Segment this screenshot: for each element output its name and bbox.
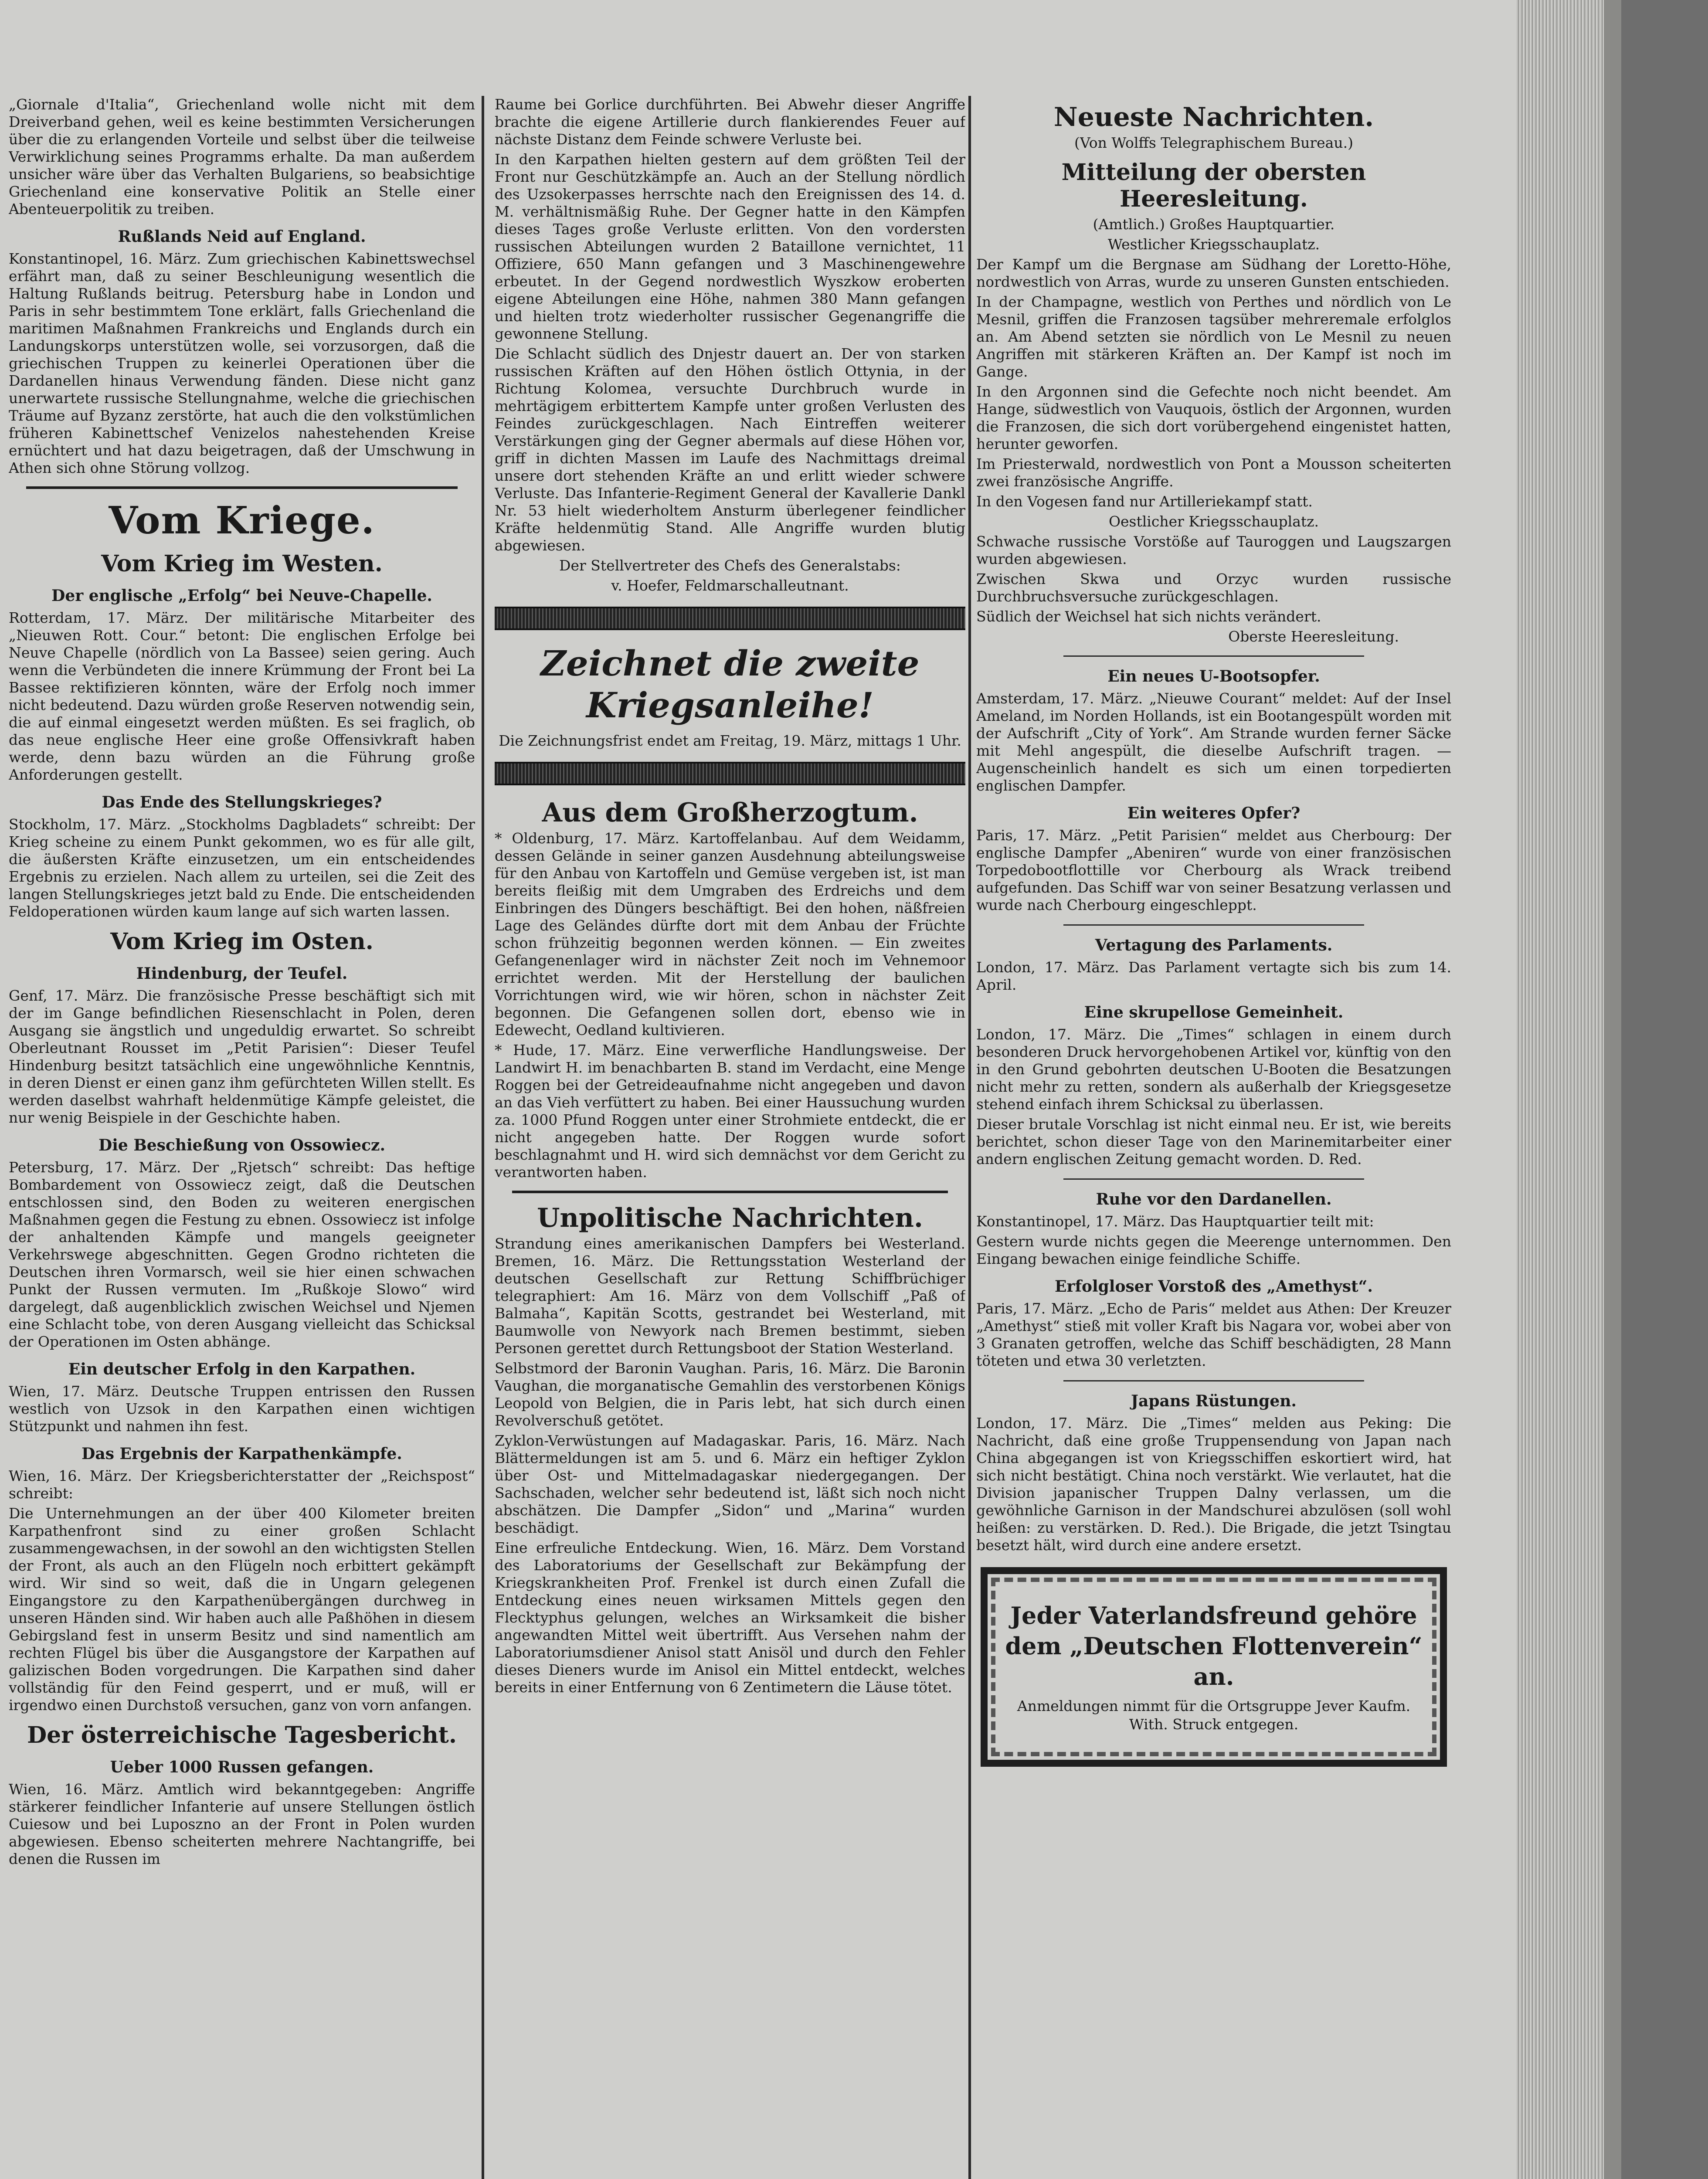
article-body: [495, 1235, 965, 1696]
paragraph: Stockholm, 17. März. „Stockholms Dagbladets“ schreibt: Der Krieg scheine zu einem Punkt gekommen, wo es für alle gilt, die äußersten Kräfte einzusetzen, um ein entscheidendes Ergebnis zu erzielen. Nach allem zu urteilen, sei die Zeit des langen Stellungskrieges jetzt bald zu Ende. Die entscheidenden Feldoperationen würden kaum lange auf sich warten lassen.: [9, 816, 475, 920]
paragraph: London, 17. März. Die „Times“ schlagen in einem durch besonderen Druck hervorgehobenen Artikel vor, künftig von den in den Grund gebohrten deutschen U-Booten die Besatzungen nicht mehr zu retten, sondern als außerhalb der Kriegsgesetze stehend einfach ihrem Schicksal zu überlassen.: [976, 1026, 1451, 1113]
article-heading: Hindenburg, der Teufel.: [136, 964, 348, 983]
article-heading: Ein neues U-Bootsopfer.: [1107, 667, 1320, 686]
paragraph: Eine erfreuliche Entdeckung. Wien, 16. März. Dem Vorstand des Laboratoriums der Gesellschaft zur Bekämpfung der Kriegskrankheiten Prof. Frenkel ist durch einen Zufall die Entdeckung eines neuen wirksamen Mittels gegen den Flecktyphus gelungen, welches an Wirksamkeit die bisher angewandten Mittel weit übertrifft. Aus Versehen nahm der Laboratoriumsdiener Anisol statt Anisöl und durch den Fehler dieses Dieners wurde im Anisol ein Mittel entdeckt, welches bereits in einer Entfernung von 6 Zentimetern die Läuse tötet.: [495, 1539, 965, 1696]
paragraph: Im Priesterwald, nordwestlich von Pont a Mousson scheiterten zwei französische Angriffe.: [976, 455, 1451, 490]
decorative-band: [495, 607, 965, 630]
section-divider: [512, 1191, 948, 1193]
paragraph: London, 17. März. Das Parlament vertagte sich bis zum 14. April.: [976, 959, 1451, 993]
article-heading: Ueber 1000 Russen gefangen.: [110, 1758, 374, 1776]
article-heading: Ein deutscher Erfolg in den Karpathen.: [68, 1360, 416, 1378]
flottenverein-advertisement: [981, 1567, 1447, 1767]
paragraph: In den Vogesen fand nur Artilleriekampf statt.: [976, 493, 1313, 510]
article-body: [976, 533, 1451, 625]
section-divider: [26, 486, 458, 489]
article-body: [976, 256, 1451, 510]
war-loan-appeal: Zeichnet die zweite Kriegsanleihe!: [540, 643, 920, 726]
paragraph: London, 17. März. Die „Times“ melden aus Peking: Die Nachricht, daß eine große Truppensendung von Japan nach China abgegangen ist von Kriegsschiffen eskortiert wird, hat sich nicht bestätigt. China noch verstärkt. Wie verlautet, hat die Division japanischer Truppen Dalny verlassen, um die gewöhnliche Garnison in der Mandschurei abzulösen (soll wohl heißen: zu verstärken. D. Red.). Die Brigade, die jetzt Tsingtau besetzt hält, wird durch eine andere ersetzt.: [976, 1415, 1451, 1554]
article-body: [976, 1213, 1451, 1268]
article-heading: Der englische „Erfolg“ bei Neuve-Chapelle.: [51, 587, 432, 605]
paragraph: Zwischen Skwa und Orzyc wurden russische Durchbruchsversuche zurückgeschlagen.: [976, 570, 1451, 605]
paragraph: * Hude, 17. März. Eine verwerfliche Handlungsweise. Der Landwirt H. im benachbarten B. stand im Verdacht, eine Menge Roggen bei der Getreideaufnahme nicht angegeben und davon an das Vieh verfüttert zu haben. Bei einer Haussuchung wurden za. 1000 Pfund Roggen unter einer Strohmiete entdeckt, die er nicht angegeben hatte. Der Roggen wurde sofort beschlagnahmt und H. wird sich demnächst vor dem Gericht zu verantworten haben.: [495, 1042, 965, 1181]
article-body: [976, 1300, 1451, 1370]
section-heading: Unpolitische Nachrichten.: [537, 1203, 923, 1233]
article-body: [9, 609, 475, 784]
section-divider: [1063, 1380, 1364, 1381]
article-body: [9, 250, 475, 477]
paragraph: Die Schlacht südlich des Dnjestr dauert an. Der von starken russischen Kräften auf den Höhen östlich Ottynia, in der Richtung Kolomea, versuchte Durchbruch wurde in mehrtägigem erbittertem Kampfe unter großen Verlusten des Feindes zurückgeschlagen. Nach Eintreffen weiterer Verstärkungen ging der Gegner abermals auf diese Höhen vor, griff in dichten Massen im Laufe des Nachmittags dreimal unsere dort stehenden Kräfte an und erlitt wieder schwere Verluste. Das Infanterie-Regiment General der Kavallerie Dankl Nr. 53 hielt wiederholtem Ansturm überlegener feindlicher Kräfte heldenmütig Stand. Alle Angriffe wurden blutig abgewiesen.: [495, 345, 965, 554]
section-heading: Der österreichische Tagesbericht.: [27, 1722, 457, 1748]
article-heading: Das Ende des Stellungskrieges?: [102, 793, 382, 811]
article-heading: Erfolgloser Vorstoß des „Amethyst“.: [1055, 1277, 1373, 1296]
article-heading: Eine skrupellose Gemeinheit.: [1084, 1003, 1344, 1022]
section-heading: Neueste Nachrichten.: [1053, 102, 1374, 132]
page-section-title: Vom Kriege.: [109, 499, 375, 543]
paragraph: Amsterdam, 17. März. „Nieuwe Courant“ meldet: Auf der Insel Ameland, im Norden Hollands, ist ein Bootangespült worden mit der Aufschrift „City of York“. Am Strande wurden ferner Säcke mit Mehl angespült, die dieselbe Aufschrift tragen. — Augenscheinlich handelt es sich um einen torpedierten englischen Dampfer.: [976, 690, 1451, 794]
signature-line: Der Stellvertreter des Chefs des Generalstabs:: [559, 557, 901, 574]
paragraph: Paris, 17. März. „Echo de Paris“ meldet aus Athen: Der Kreuzer „Amethyst“ stieß mit voller Kraft bis Nagara vor, wobei aber von 3 Granaten getroffen, welche das Schiff beschädigten, 28 Mann töteten und etwa 30 verletzten.: [976, 1300, 1451, 1369]
section-heading: Rußlands Neid auf England.: [118, 227, 366, 246]
war-loan-deadline: Die Zeichnungsfrist endet am Freitag, 19. März, mittags 1 Uhr.: [499, 732, 961, 749]
section-subheading: (Von Wolffs Telegraphischem Bureau.): [1074, 134, 1353, 151]
paragraph: Zyklon-Verwüstungen auf Madagaskar. Paris, 16. März. Nach Blättermeldungen ist am 5. und 6. März ein heftiger Zyklon über Ost- und Mittelmadagaskar niedergegangen. Der Sachschaden, welcher sehr bedeutend ist, läßt sich noch nicht abschätzen. Die Dampfer „Sidon“ und „Marina“ wurden beschädigt.: [495, 1432, 965, 1536]
article-body: [976, 690, 1451, 794]
column-rule: [482, 96, 484, 2179]
section-heading: Vom Krieg im Westen.: [101, 550, 383, 577]
paragraph: Strandung eines amerikanischen Dampfers bei Westerland. Bremen, 16. März. Die Rettungsstation Westerland der deutschen Gesellschaft zur Rettung Schiffbrüchiger telegraphiert: Am 16. März von dem Vollschiff „Paß of Balmaha“, Kapitän Scotts, gestrandet bei Westerland, mit Baumwolle von Newyork nach Bremen bestimmt, sieben Personen gerettet durch Rettungsboot der Station Westerland.: [495, 1235, 965, 1357]
article-body: [495, 830, 965, 1181]
article-body: [976, 1415, 1451, 1554]
paragraph: Genf, 17. März. Die französische Presse beschäftigt sich mit der im Gange befindlichen Riesenschlacht in Polen, deren Ausgang sie ängstlich und ungeduldig erwartet. So schreibt Oberleutnant Rousset im „Petit Parisien“: Dieser Teufel Hindenburg besitzt tatsächlich eine ungewöhnliche Kenntnis, in deren Dienst er einen ganz ihm gefürchteten Willen stellt. Es werden daselbst wahrhaft heldenmütige Kämpfe geleistet, die nur wenig Beispiele in der Geschichte haben.: [9, 987, 475, 1126]
paragraph: Selbstmord der Baronin Vaughan. Paris, 16. März. Die Baronin Vaughan, die morganatische Gemahlin des verstorbenen Königs Leopold von Belgien, die in Paris lebt, hat sich durch einen Revolverschuß getötet.: [495, 1360, 965, 1429]
paragraph: Wien, 16. März. Der Kriegsberichterstatter der „Reichspost“ schreibt:: [9, 1467, 475, 1502]
war-theatre-heading: Westlicher Kriegsschauplatz.: [1107, 236, 1320, 253]
war-theatre-heading: Oestlicher Kriegsschauplatz.: [1108, 513, 1319, 530]
article-heading: Das Ergebnis der Karpathenkämpfe.: [81, 1445, 402, 1463]
column-middle: [495, 96, 965, 2179]
column-left: [9, 96, 475, 2179]
paragraph: Wien, 17. März. Deutsche Truppen entrissen den Russen westlich von Uzsok in den Karpathen einen wichtigen Stützpunkt und nahmen ihn fest.: [9, 1383, 475, 1435]
column-right: [976, 96, 1451, 2179]
paragraph: Petersburg, 17. März. Der „Rjetsch“ schreibt: Das heftige Bombardement von Ossowiecz zeigt, daß die Deutschen entschlossen sind, den Boden zu weiteren energischen Maßnahmen gegen die Festung zu ebnen. Ossowiecz ist infolge der anhaltenden Kämpfe und mangels geeigneter Verkehrswege abgeschnitten. Gegen Grodno richteten die Deutschen ihren Vormarsch, weil sie hier einen schwachen Punkt der Russen vermuten. Im „Rußkoje Slowo“ wird dargelegt, daß augenblicklich zwischen Weichsel und Njemen eine Schlacht tobe, von deren Ausgang vielleicht das Schicksal der Operationen im Osten abhänge.: [9, 1159, 475, 1350]
paragraph: Der Kampf um die Bergnase am Südhang der Loretto-Höhe, nordwestlich von Arras, wurde zu unseren Gunsten entschieden.: [976, 256, 1451, 290]
section-divider: [1063, 924, 1364, 926]
decorative-band: [495, 762, 965, 785]
paragraph: „Giornale d'Italia“, Griechenland wolle nicht mit dem Dreiverband gehen, weil es keine bestimmten Versicherungen über die zu erlangenden Vorteile und selbst über die teilweise Verwirklichung seines Programms erhalte. Da man außerdem unsicher wäre über das Verhalten Bulgariens, so beabsichtige Griechenland eine konservative Politik an Stelle einer Abenteuerpolitik zu treiben.: [9, 96, 475, 217]
article-heading: Mitteilung der obersten Heeresleitung.: [1061, 159, 1366, 212]
paragraph: Konstantinopel, 17. März. Das Hauptquartier teilt mit:: [976, 1213, 1374, 1230]
paragraph: Die Unternehmungen an der über 400 Kilometer breiten Karpathenfront sind zu einer großen Schlacht zusammengewachsen, in der sowohl an den wichtigsten Stellen der Front, als auch an den Flügeln noch erbittert gekämpft wird. Wir sind so weit, daß die in Ungarn gelegenen Eingangstore zu den Karpathenübergängen durchweg in unseren Händen sind. Wir haben auch alle Paßhöhen in diesem Gebirgsland fest in unserm Besitz und sind namentlich am rechten Flügel bis über die Ausgangstore der Karpathen auf galizischen Boden vorgedrungen. Die Karpathen sind daher vollständig für den Feind gesperrt, und er muß, will er irgendwo einen Durchstoß versuchen, ganz von vorn anfangen.: [9, 1505, 475, 1714]
signature-line: Oberste Heeresleitung.: [1228, 628, 1399, 645]
section-heading: Aus dem Großherzogtum.: [542, 798, 918, 828]
article-continued: [9, 96, 475, 218]
paragraph: Raume bei Gorlice durchführten. Bei Abwehr dieser Angriffe brachte die eigene Artillerie durch flankierendes Feuer auf nächste Distanz dem Feinde schwere Verluste bei.: [495, 96, 965, 148]
advertisement-text: Anmeldungen nimmt für die Ortsgruppe Jever Kaufm. With. Struck entgegen.: [1017, 1697, 1411, 1733]
signature-name: v. Hoefer, Feldmarschalleutnant.: [611, 577, 849, 594]
book-page-edges: [1517, 0, 1604, 2179]
section-heading: Vom Krieg im Osten.: [110, 928, 374, 955]
article-continued: [495, 96, 965, 554]
paragraph: In den Argonnen sind die Gefechte noch nicht beendet. Am Hange, südwestlich von Vauquois, östlich der Argonnen, wurden die Franzosen, die sich dort vorübergehend eingenistet hatten, herunter geworfen.: [976, 383, 1451, 452]
paragraph: In der Champagne, westlich von Perthes und nördlich von Le Mesnil, griffen die Franzosen tagsüber mehreremale erfolglos an. Am Abend setzten sie nördlich von Le Mesnil zu neuen Angriffen mit stärkeren Kräften an. Der Kampf ist noch im Gange.: [976, 293, 1451, 380]
paragraph: Paris, 17. März. „Petit Parisien“ meldet aus Cherbourg: Der englische Dampfer „Abeniren“ wurde von einer französischen Torpedobootflottille vor Cherbourg als Wrack treibend aufgefunden. Das Schiff war von seiner Besatzung verlassen und wurde nach Cherbourg eingeschleppt.: [976, 827, 1451, 913]
paragraph: Rotterdam, 17. März. Der militärische Mitarbeiter des „Nieuwen Rott. Cour.“ betont: Die englischen Erfolge bei Neuve Chapelle (nördlich von La Bassee) seien gering. Auch wenn die Verbündeten die innere Krümmung der Front bei La Bassee rektifizieren könnten, wäre der Erfolg noch immer nicht bedeutend. Dazu würden große Reserven notwendig sein, die auf einmal eingesetzt werden müßten. Es sei fraglich, ob das neue englische Heer eine große Offensivkraft haben werde, denn bazu würden an die Führung große Anforderungen gestellt.: [9, 609, 475, 783]
paragraph: Konstantinopel, 16. März. Zum griechischen Kabinettswechsel erfährt man, daß zu seiner Beschleunigung wesentlich die Haltung Rußlands beitrug. Petersburg habe in London und Paris in sehr bestimmtem Tone erklärt, falls Griechenland die maritimen Maßnahmen Frankreichs und Englands durch ein Landungskorps unterstützen wolle, sei vorzusorgen, daß die griechischen Truppen zu keinerlei Operationen über die Dardanellen hinaus Verwendung fänden. Diese nicht ganz unerwartete russische Stellungnahme, welche die griechischen Träume auf Byzanz zerstörte, hat auch die den volkstümlichen früheren Kabinettschef Venizelos nahestehenden Kreise ernüchtert und hat dazu beigetragen, daß der Umschwung in Athen sich ohne Störung vollzog.: [9, 250, 475, 476]
article-heading: Vertagung des Parlaments.: [1095, 936, 1333, 954]
article-body: [9, 1383, 475, 1435]
section-divider: [1063, 1178, 1364, 1180]
article-body: [9, 987, 475, 1127]
section-divider: [1063, 655, 1364, 657]
article-body: [9, 1781, 475, 1868]
book-spine-shadow: [1604, 0, 1621, 2179]
article-body: [9, 816, 475, 920]
dateline: (Amtlich.) Großes Hauptquartier.: [1093, 216, 1335, 233]
paragraph: Wien, 16. März. Amtlich wird bekanntgegeben: Angriffe stärkerer feindlicher Infanterie auf unsere Stellungen östlich Cuiesow und bei Luposzno an der Front in Polen wurden abgewiesen. Ebenso scheiterten mehrere Nachtangriffe, bei denen die Russen im: [9, 1781, 475, 1867]
paragraph: * Oldenburg, 17. März. Kartoffelanbau. Auf dem Weidamm, dessen Gelände in seiner ganzen Ausdehnung abteilungsweise für den Anbau von Kartoffeln und Gemüse vergeben ist, ist man bereits fleißig mit dem Umgraben des Erdreichs und dem Einbringen des Düngers beschäftigt. Bei den hohen, näßfreien Lage des Geländes dürfte dort mit dem Anbau der Früchte schon frühzeitig begonnen werden können. — Ein zweites Gefangenenlager wird in nächster Zeit noch im Vehnemoor errichtet werden. Mit der Herstellung der baulichen Vorrichtungen wird, wie wir hören, schon in nächster Zeit begonnen. Die Gefangenen sollen dort, ebenso wie in Edewecht, Oedland kultivieren.: [495, 830, 965, 1039]
article-body: [9, 1159, 475, 1351]
paragraph: In den Karpathen hielten gestern auf dem größten Teil der Front nur Geschützkämpfe an. Auch an der Stellung nördlich des Uzsokerpasses herrschte nach den Ereignissen des 14. d. M. verhältnismäßig Ruhe. Der Gegner hatte in den Kämpfen dieses Tages große Verluste erlitten. Von den vordersten russischen Abteilungen wurden 2 Bataillone vernichtet, 11 Offiziere, 650 Mann gefangen und 3 Maschinengewehre erbeutet. In der Gegend nordwestlich Wyszkow eroberten eigene Abteilungen eine Höhe, nahmen 380 Mann gefangen und hielten trotz wiederholter russischer Gegenangriffe die gewonnene Stellung.: [495, 151, 965, 342]
column-rule: [968, 96, 971, 2179]
advertisement-title: Jeder Vaterlandsfreund gehöre dem „Deutschen Flottenverein“ an.: [1005, 1602, 1423, 1690]
paragraph: Gestern wurde nichts gegen die Meerenge unternommen. Den Eingang bewachen einige feindliche Schiffe.: [976, 1233, 1451, 1267]
article-body: [976, 959, 1451, 994]
paragraph: Dieser brutale Vorschlag ist nicht einmal neu. Er ist, wie bereits berichtet, schon dieser Tage von den Marinemitarbeiter einer andern englischen Zeitung gemacht worden. D. Red.: [976, 1116, 1451, 1168]
paragraph: Schwache russische Vorstöße auf Tauroggen und Laugszargen wurden abgewiesen.: [976, 533, 1451, 567]
article-heading: Ruhe vor den Dardanellen.: [1096, 1190, 1332, 1208]
article-body: [976, 1026, 1451, 1168]
article-heading: Ein weiteres Opfer?: [1127, 804, 1301, 822]
article-body: [9, 1467, 475, 1714]
paragraph: Südlich der Weichsel hat sich nichts verändert.: [976, 608, 1321, 625]
article-heading: Die Beschießung von Ossowiecz.: [98, 1136, 386, 1154]
article-heading: Japans Rüstungen.: [1131, 1392, 1297, 1410]
article-body: [976, 827, 1451, 914]
